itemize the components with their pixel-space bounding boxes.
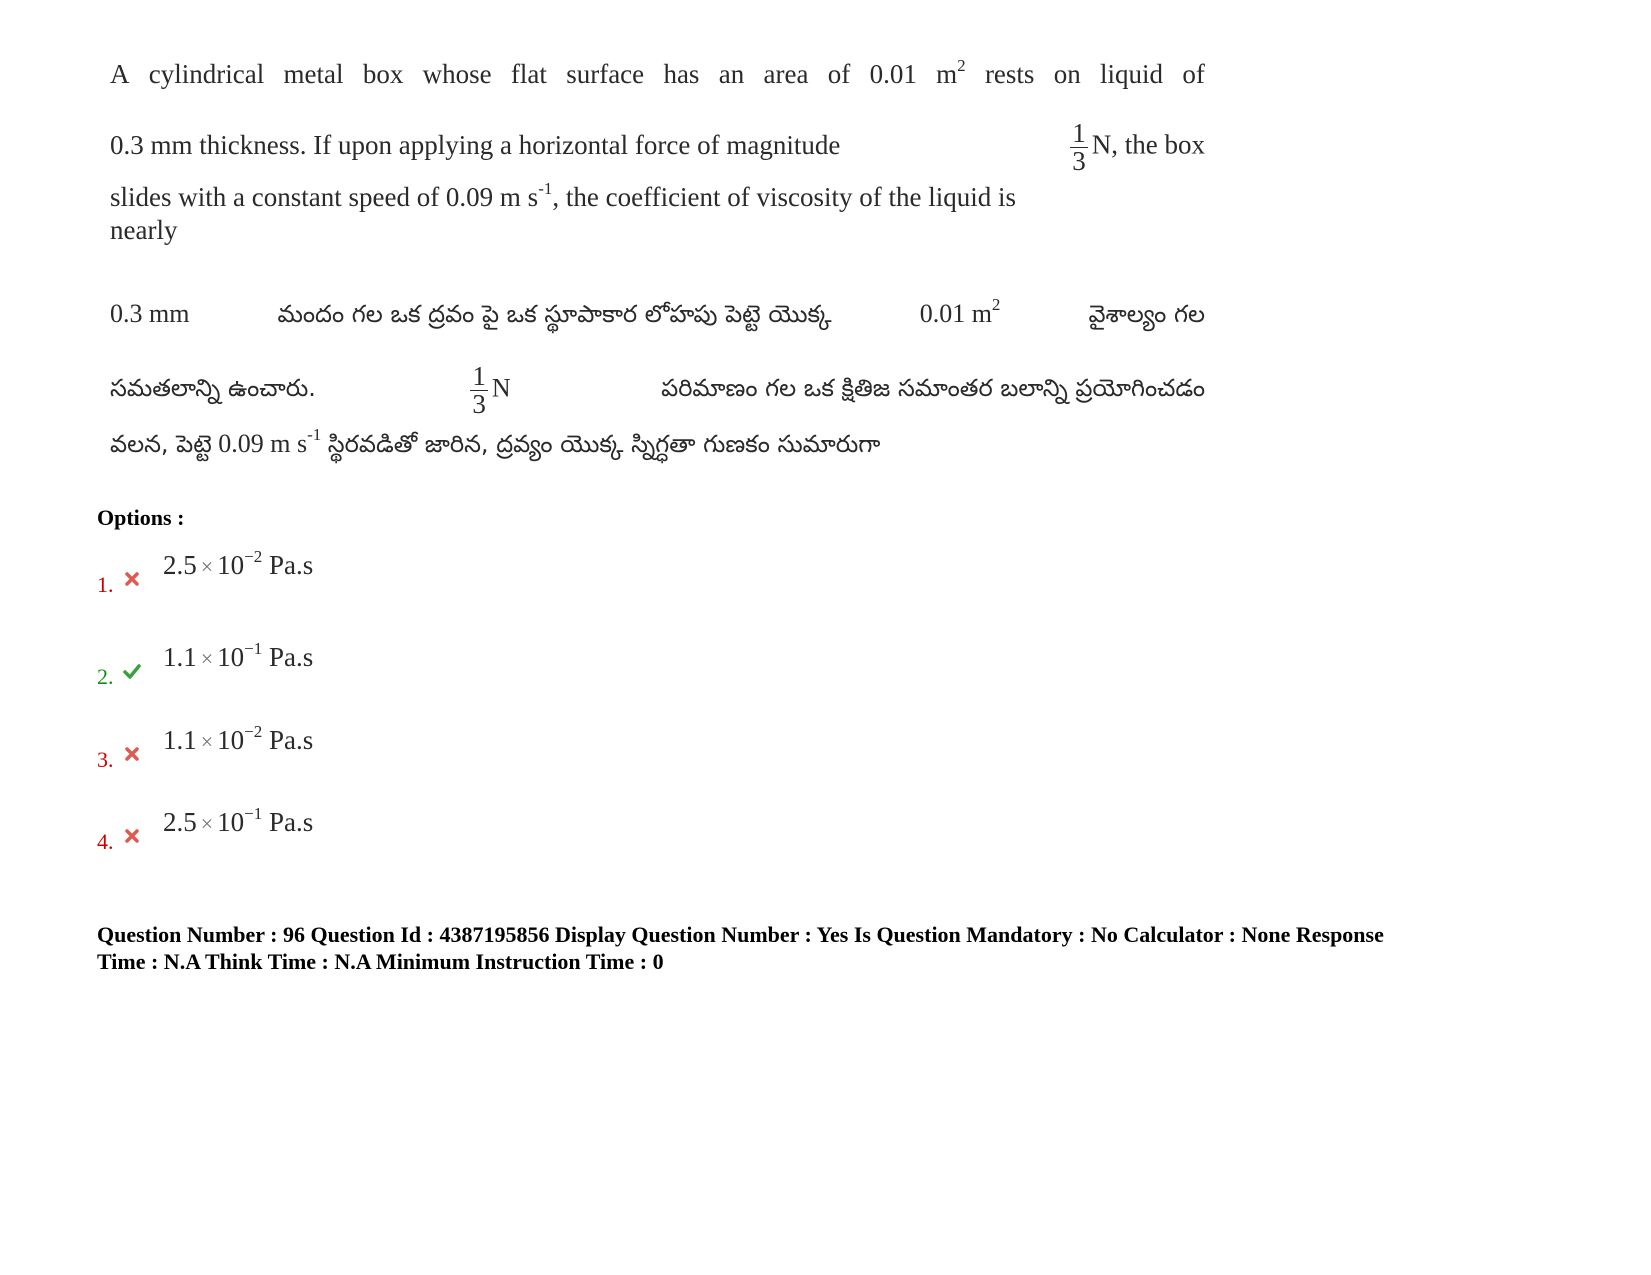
option-number: 3. (97, 747, 114, 772)
telugu-fraction-one-third: $\frac{1}{3}$ (472, 361, 486, 419)
option-exponent: −2 (244, 547, 263, 566)
word: box (362, 59, 404, 89)
option-value (163, 804, 314, 838)
question-line-3: slides with a constant speed of 0.09 m $s^{-1}$, the coefficient of viscosity of the liquid is (110, 179, 1017, 212)
option-base: 10 (217, 725, 245, 755)
telugu-line-1: 0.3 mm మందం గల ఒక ద్రవం పై ఒక స్థూపాకార లోహపు పెట్టె యొక్క 0.01 $m^2$ వైశాల్యం గల (110, 295, 1205, 328)
word: has (663, 59, 700, 89)
word: an (718, 59, 745, 89)
option-number: 2. (97, 664, 114, 689)
word: rests (984, 59, 1035, 89)
superscript: 2 (957, 56, 966, 75)
telugu-line-3: వలన, పెట్టె 0.09 m $s^{-1}$ స్థిరవడితో జారిన, ద్రవ్యం యొక్క స్నిగ్ధతా గుణకం సుమారుగా (110, 425, 881, 458)
cross-icon (123, 827, 141, 845)
option-4 (97, 805, 497, 865)
word: A (110, 59, 130, 89)
telugu-line-2: సమతలాన్ని ఉంచారు. $\frac{1}{3}$ N పరిమాణం గల ఒక క్షితిజ సమాంతర బలాన్ని ప్రయోగించడం (110, 361, 1205, 419)
question-meta (97, 921, 1567, 975)
option-exponent: −1 (244, 639, 263, 658)
word: flat (510, 59, 547, 89)
question-line-1 (110, 58, 1205, 120)
question-line-2-text: 0.3 mm thickness. If upon applying a horizontal force of magnitude (110, 129, 841, 160)
option-unit: Pa.s (262, 807, 314, 837)
option-mantissa: 2.5 (163, 550, 197, 580)
cross-icon (123, 570, 141, 588)
times-symbol: × (200, 729, 214, 754)
word: of (827, 59, 851, 89)
options-label: Options : (97, 505, 185, 530)
check-icon (123, 662, 141, 680)
option-unit: Pa.s (262, 550, 314, 580)
question-meta-line-2: Time : N.A Think Time : N.A Minimum Instruction Time : 0 (97, 949, 664, 974)
word: cylindrical (148, 59, 265, 89)
question-meta-line-1: Question Number : 96 Question Id : 4387195856 Display Question Number : Yes Is Question Mandatory : No Calculator : None Response (97, 922, 1384, 947)
word: whose (422, 59, 492, 89)
option-number: 4. (97, 829, 114, 854)
option-exponent: −1 (244, 804, 263, 823)
option-base: 10 (217, 550, 245, 580)
cross-icon (123, 745, 141, 763)
question-image (104, 44, 1204, 514)
option-number: 1. (97, 572, 114, 597)
option-unit: Pa.s (262, 642, 314, 672)
question-line-2-tail: N, the box (1091, 129, 1205, 160)
fraction-one-third: $\frac{1}{3}$ (1072, 118, 1086, 176)
word: area (763, 59, 809, 89)
question-text-telugu (110, 295, 1205, 469)
option-value (163, 722, 314, 756)
word: liquid (1100, 59, 1164, 89)
option-1 (97, 548, 497, 608)
times-symbol: × (200, 646, 214, 671)
option-3 (97, 723, 497, 783)
option-mantissa: 1.1 (163, 642, 197, 672)
times-symbol: × (200, 554, 214, 579)
option-value (163, 639, 314, 673)
word: of (1182, 59, 1205, 89)
option-unit: Pa.s (262, 725, 314, 755)
question-line-4: nearly (110, 215, 178, 245)
option-2 (97, 640, 497, 700)
word: $m^2$ (936, 56, 966, 89)
word: 0.01 (869, 59, 917, 89)
word: on (1053, 59, 1081, 89)
word: metal (283, 59, 344, 89)
option-mantissa: 1.1 (163, 725, 197, 755)
option-base: 10 (217, 807, 245, 837)
option-value (163, 547, 314, 581)
question-text-english (110, 58, 1205, 247)
word: surface (566, 59, 645, 89)
times-symbol: × (200, 811, 214, 836)
option-mantissa: 2.5 (163, 807, 197, 837)
question-line-2 (110, 120, 1205, 181)
option-base: 10 (217, 642, 245, 672)
option-exponent: −2 (244, 722, 263, 741)
